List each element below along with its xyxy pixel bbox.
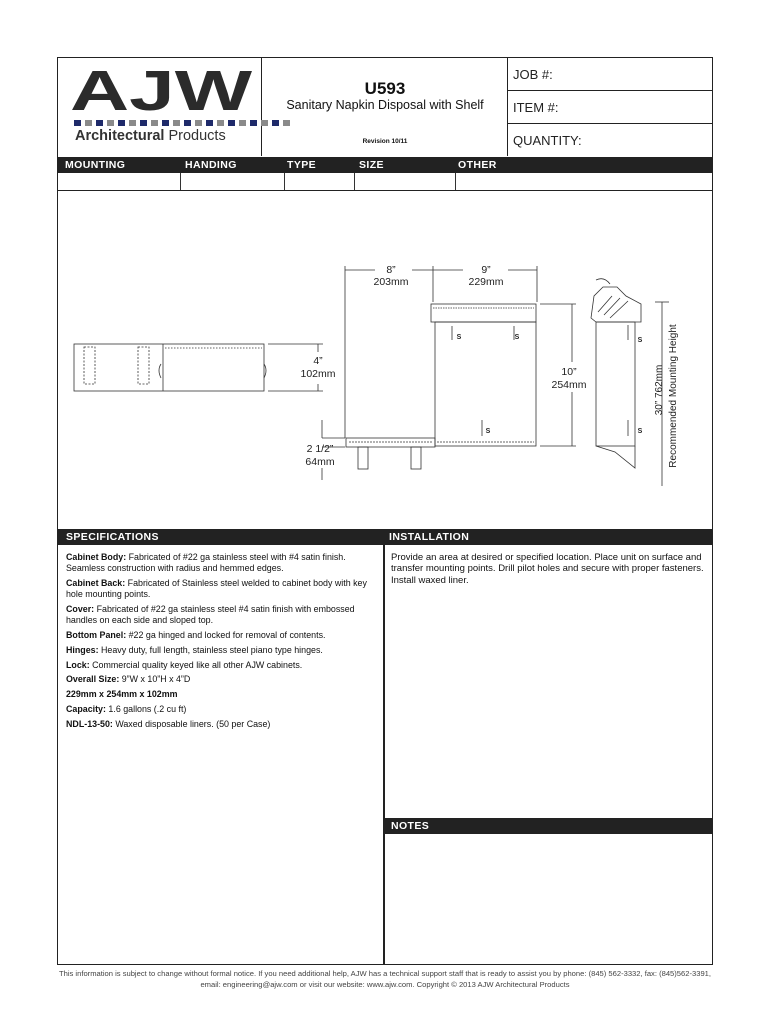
logo-square [184,120,191,126]
logo-square [195,120,202,126]
screw-label-5: S [637,428,643,435]
spec-install-divider [383,529,385,965]
side-view-cover-hatch [598,296,628,318]
logo-square [74,120,81,126]
logo-square [206,120,213,126]
front-view-cover [431,304,536,322]
spec-item: 229mm x 254mm x 102mm [66,689,178,700]
logo-square [96,120,103,126]
logo-square [283,120,290,126]
spec-item: Capacity: 1.6 gallons (.2 cu ft) [66,703,187,714]
cell-divider-2 [284,173,285,190]
footer-line-2: email: engineering@ajw.com or visit our website: www.ajw.com. Copyright © 2013 AJW Architectural Products [200,980,570,989]
dim-depth-in: 4” [313,355,323,367]
top-view-lock-2 [159,364,161,378]
logo-square [228,120,235,126]
side-view-top-arc [596,279,610,284]
spec-item: Overall Size: 9”W x 10”H x 4”D [66,674,191,685]
spec-item: Bottom Panel: #22 ga hinged and locked for removal of contents. [66,630,326,640]
column-handing: HANDING [185,159,237,171]
product-name: Sanitary Napkin Disposal with Shelf [286,98,484,112]
top-view-handle-left [84,347,95,384]
dim-width-mm: 203mm [373,276,409,288]
side-view-body [596,322,635,446]
dim-width2-mm: 229mm [468,276,504,288]
spec-item: NDL-13-50: Waxed disposable liners. (50 per Case) [66,718,271,729]
screw-label-3: S [485,428,491,435]
logo-square [140,120,147,126]
logo-squares [74,120,290,126]
footer-line-1: This information is subject to change without formal notice. If you need additional help, AJW has a technical support staff that is ready to assist you by phone: (845) 562-3332, fax: (845)562-3391, [58,969,712,978]
dim-shelf-in: 2 1/2” [306,443,334,455]
revision: Revision 10/11 [362,138,408,145]
job-number-label: JOB #: [513,67,553,82]
logo-square [85,120,92,126]
logo-square [118,120,125,126]
shelf-bracket-right [411,447,421,469]
quantity-label: QUANTITY: [513,133,582,148]
ajw-logo [70,66,254,114]
mount-height-label: Recommended Mounting Height [668,324,679,468]
side-view-bottom [596,446,635,468]
options-header-bar [58,157,712,173]
dim-height-mm: 254mm [551,379,587,391]
logo-square [217,120,224,126]
column-type: TYPE [287,159,317,171]
specifications-list [66,552,378,734]
installation-header: INSTALLATION [385,529,712,545]
spec-item: Cabinet Body: Fabricated of #22 ga stainless steel with #4 satin finish. Seamless construction with radius and hemmed edges. [66,552,346,574]
dim-shelf-mm: 64mm [305,456,335,468]
technical-drawing [58,191,712,527]
mount-height-value: 30” 762mm [654,364,665,416]
logo-square [173,120,180,126]
spec-item: Cover: Fabricated of #22 ga stainless steel #4 satin finish with embossed handles on each side and sloped top. [66,604,355,626]
specifications-header: SPECIFICATIONS [58,529,383,545]
shelf-bracket-left [358,447,368,469]
dim-depth-mm: 102mm [300,368,336,380]
footer-disclaimer [0,968,770,990]
screw-label-1: S [456,334,462,341]
column-size: SIZE [359,159,384,171]
item-number-label: ITEM #: [513,100,559,115]
dim-width2-in: 9” [481,264,491,276]
cell-divider-1 [180,173,181,190]
company-name: Architectural Products [75,128,226,144]
logo-square [272,120,279,126]
svg-text:AJW: AJW [70,66,253,114]
header-row-line-1 [507,90,712,91]
screw-label-2: S [514,334,520,341]
model-number: U593 [364,79,406,98]
logo-square [261,120,268,126]
spec-item: Lock: Commercial quality keyed like all other AJW cabinets. [66,659,303,670]
logo-square [129,120,136,126]
dim-width-in: 8” [386,264,396,276]
header-row-line-2 [507,123,712,124]
dim-height-in: 10” [561,366,577,378]
screw-label-4: S [637,337,643,344]
column-other: OTHER [458,159,497,171]
spec-item: Cabinet Back: Fabricated of Stainless steel welded to cabinet body with key hole mounting points. [66,578,367,600]
logo-square [250,120,257,126]
logo-square [107,120,114,126]
cell-divider-3 [354,173,355,190]
top-view-outline [74,344,264,391]
logo-square [239,120,246,126]
logo-square [162,120,169,126]
side-view-cover [591,287,641,322]
logo-square [151,120,158,126]
spec-item: Hinges: Heavy duty, full length, stainless steel piano type hinges. [66,644,323,655]
shelf [346,438,435,447]
top-view-handle-right [138,347,149,384]
notes-header: NOTES [385,818,712,834]
column-mounting: MOUNTING [65,159,126,171]
installation-text: Provide an area at desired or specified location. Place unit on surface and transfer mounting points. Drill pilot holes and secure with proper fasteners. Install waxed liner. [391,552,704,586]
cell-divider-4 [455,173,456,190]
